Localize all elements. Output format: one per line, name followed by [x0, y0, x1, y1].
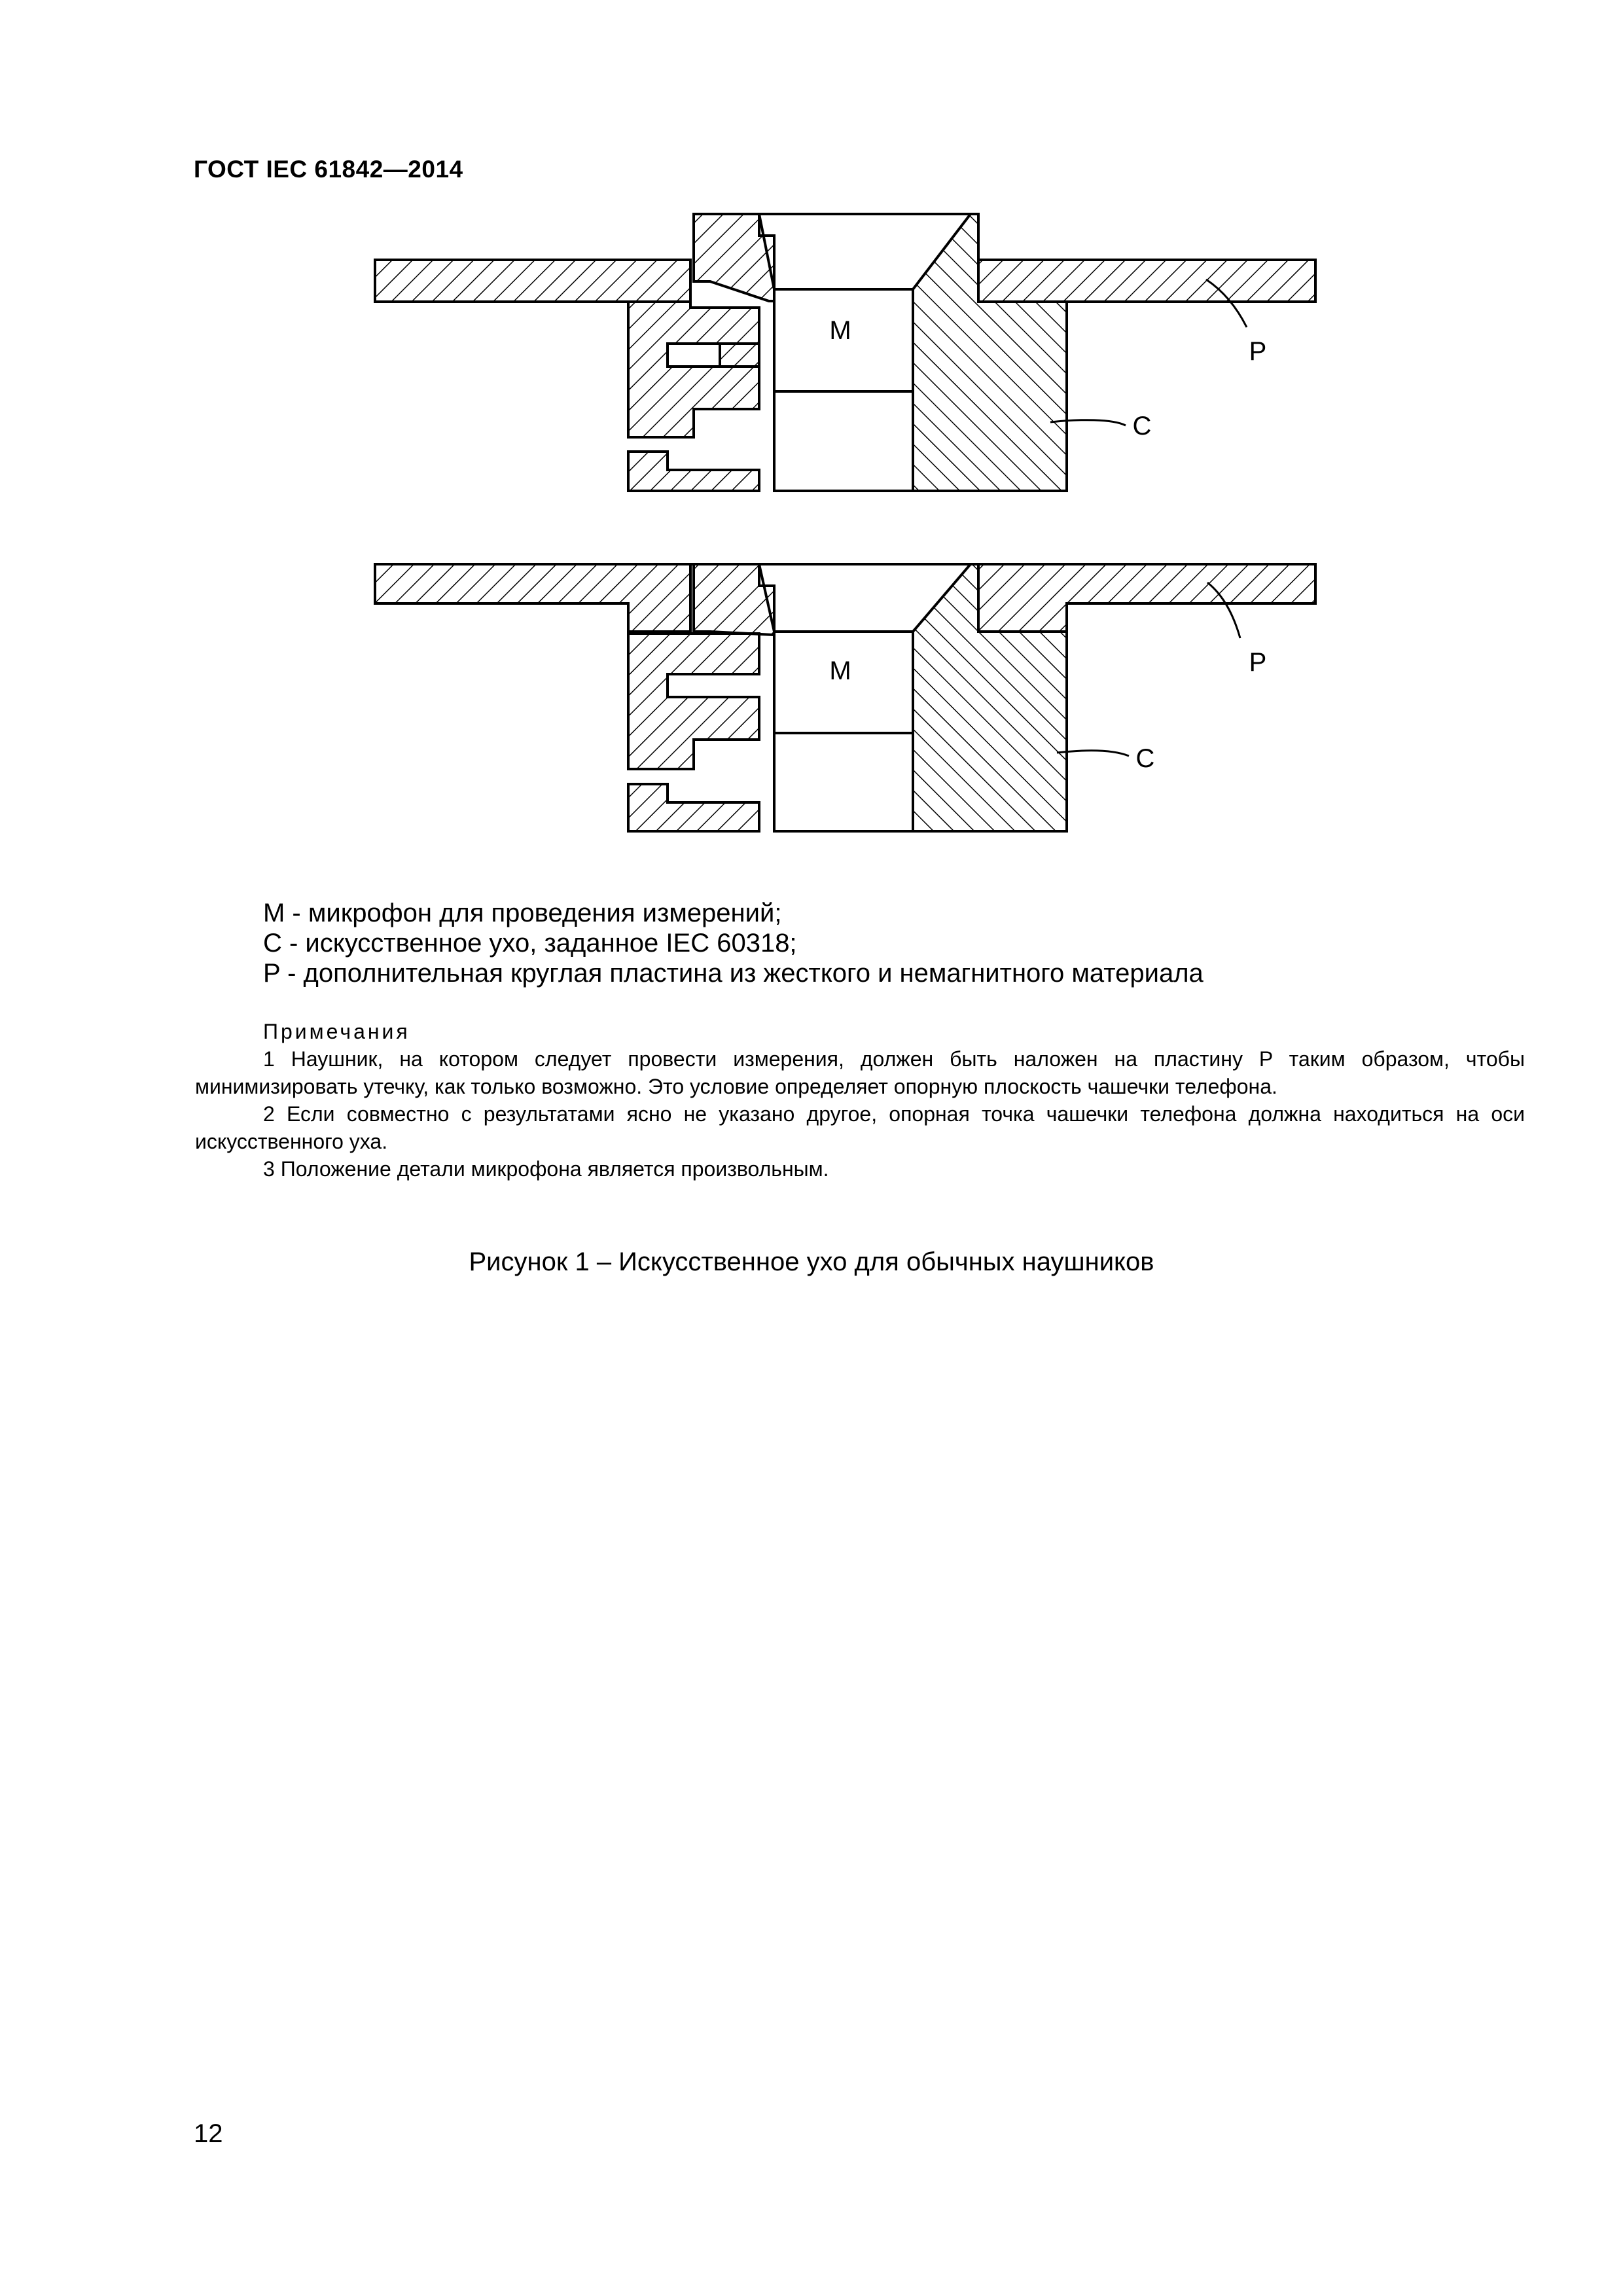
- plate-right-top: [978, 260, 1315, 302]
- legend-item-plate: P - дополнительная круглая пластина из жесткого и немагнитного материала: [263, 959, 1204, 988]
- plate-bottom: [375, 564, 1315, 632]
- ear-left-lower-top: [628, 452, 759, 491]
- label-c-top: C: [1132, 412, 1152, 440]
- figure-caption: Рисунок 1 – Искусственное ухо для обычных наушников: [469, 1247, 1154, 1276]
- notes-title: Примечания: [263, 1020, 410, 1043]
- ear-right-top: [913, 214, 1067, 491]
- label-p-bottom: P: [1249, 648, 1267, 677]
- label-c-bottom: C: [1135, 744, 1155, 773]
- artificial-ear-figure: [0, 0, 1623, 877]
- ear-left-lower-bottom: [628, 784, 759, 831]
- ear-left-upper-bottom: [628, 634, 759, 769]
- ear-left-tongue-top: [720, 344, 759, 367]
- document-header: ГОСТ IEC 61842—2014: [194, 156, 463, 183]
- label-m-top: M: [829, 316, 851, 345]
- note-item: 1 Наушник, на котором следует провести измерения, должен быть наложен на пластину P таким образом, чтобы минимизировать утечку, как только возможно. Это условие определяет опорную плоскость чашечки телефона.: [195, 1047, 1525, 1098]
- ear-left-upper-top: [628, 302, 759, 437]
- page-number: 12: [194, 2119, 223, 2148]
- label-p-top: P: [1249, 337, 1267, 366]
- plate-left-top: [375, 260, 690, 302]
- figure-variant-bottom: [375, 564, 1315, 831]
- legend-item-ear: C - искусственное ухо, заданное IEC 60318;: [263, 929, 797, 958]
- label-m-bottom: M: [829, 656, 851, 685]
- figure-variant-top: [375, 214, 1315, 491]
- notes-section: [195, 1018, 1525, 1183]
- note-item: 3 Положение детали микрофона является произвольным.: [263, 1157, 829, 1181]
- note-item: 2 Если совместно с результатами ясно не указано другое, опорная точка чашечки телефона должна находиться на оси искусственного уха.: [195, 1102, 1525, 1153]
- legend-item-microphone: M - микрофон для проведения измерений;: [263, 899, 782, 927]
- figure-legend: [263, 898, 1204, 988]
